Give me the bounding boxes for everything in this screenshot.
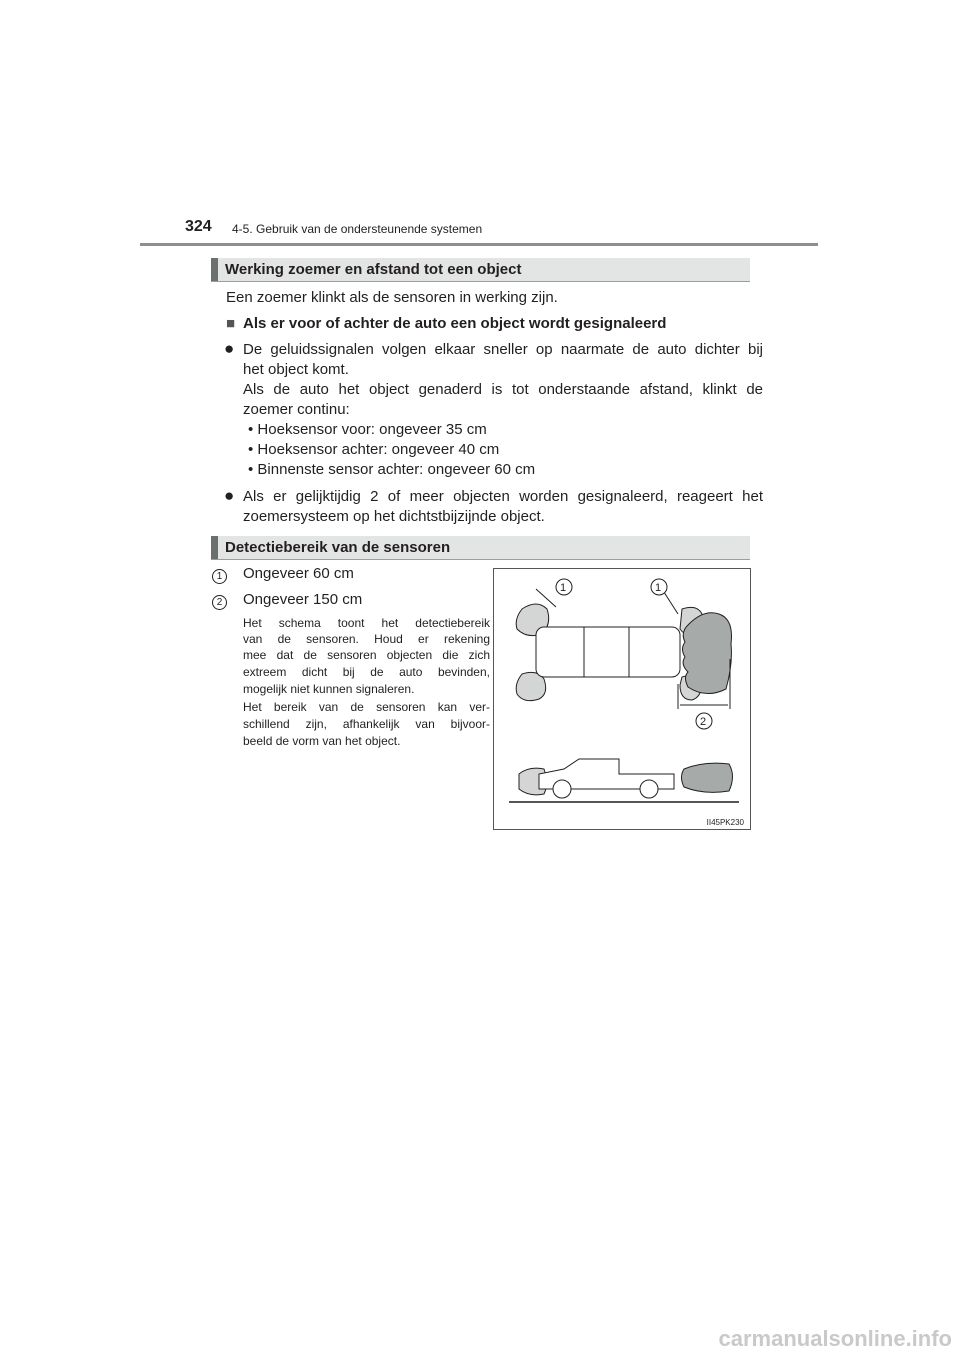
note-line: van de sensoren. Houd er rekening bbox=[243, 632, 490, 646]
subheading: Als er voor of achter de auto een object wordt gesignaleerd bbox=[243, 315, 667, 332]
figure-label: 1 bbox=[560, 582, 567, 594]
header-rule bbox=[140, 243, 818, 246]
bullet1-line: De geluidssignalen volgen elkaar sneller op naarmate de auto dichter bij bbox=[243, 341, 763, 358]
figure-code: II45PK230 bbox=[706, 818, 744, 827]
bullet-icon: ● bbox=[224, 339, 235, 358]
bullet1-line: het object komt. bbox=[243, 361, 349, 378]
item-text: Ongeveer 150 cm bbox=[243, 591, 363, 608]
note-line: Het schema toont het detectiebereik bbox=[243, 616, 490, 630]
item-text: Ongeveer 60 cm bbox=[243, 565, 354, 582]
bullet2-line: Als er gelijktijdig 2 of meer objecten worden gesignaleerd, reageert het bbox=[243, 488, 763, 505]
note-line: mogelijk niet kunnen signaleren. bbox=[243, 682, 415, 696]
item-number: 1 bbox=[212, 566, 227, 584]
page-number: 324 bbox=[185, 218, 212, 235]
square-bullet-icon: ■ bbox=[226, 315, 236, 332]
vehicle-diagram bbox=[494, 569, 750, 829]
note-line: extreem dicht bij de auto bevinden, bbox=[243, 665, 490, 679]
section-heading-range: Detectiebereik van de sensoren bbox=[211, 536, 750, 560]
sensor-range-figure bbox=[493, 568, 751, 830]
bullet2-line: zoemersysteem op het dichtstbijzijnde object. bbox=[243, 508, 545, 525]
chapter-title: 4-5. Gebruik van de ondersteunende systemen bbox=[232, 222, 483, 236]
sub-item: • Hoeksensor voor: ongeveer 35 cm bbox=[248, 421, 487, 438]
figure-label: 1 bbox=[655, 582, 662, 594]
sub-item: • Hoeksensor achter: ongeveer 40 cm bbox=[248, 441, 500, 458]
note-line: Het bereik van de sensoren kan ver- bbox=[243, 700, 490, 714]
item-number: 2 bbox=[212, 592, 227, 610]
note-line: beeld de vorm van het object. bbox=[243, 734, 401, 748]
note-line: schillend zijn, afhankelijk van bijvoor- bbox=[243, 717, 490, 731]
sub-item: • Binnenste sensor achter: ongeveer 60 cm bbox=[248, 461, 536, 478]
figure-label: 2 bbox=[700, 716, 707, 728]
section-heading-buzzer: Werking zoemer en afstand tot een object bbox=[211, 258, 750, 282]
bullet1-line: Als de auto het object genaderd is tot onderstaande afstand, klinkt de bbox=[243, 381, 763, 398]
intro-text: Een zoemer klinkt als de sensoren in werking zijn. bbox=[226, 289, 558, 306]
watermark: carmanualsonline.info bbox=[718, 1326, 952, 1351]
note-line: mee dat de sensoren objecten die zich bbox=[243, 648, 490, 662]
bullet-icon: ● bbox=[224, 486, 235, 505]
bullet1-line: zoemer continu: bbox=[243, 401, 350, 418]
